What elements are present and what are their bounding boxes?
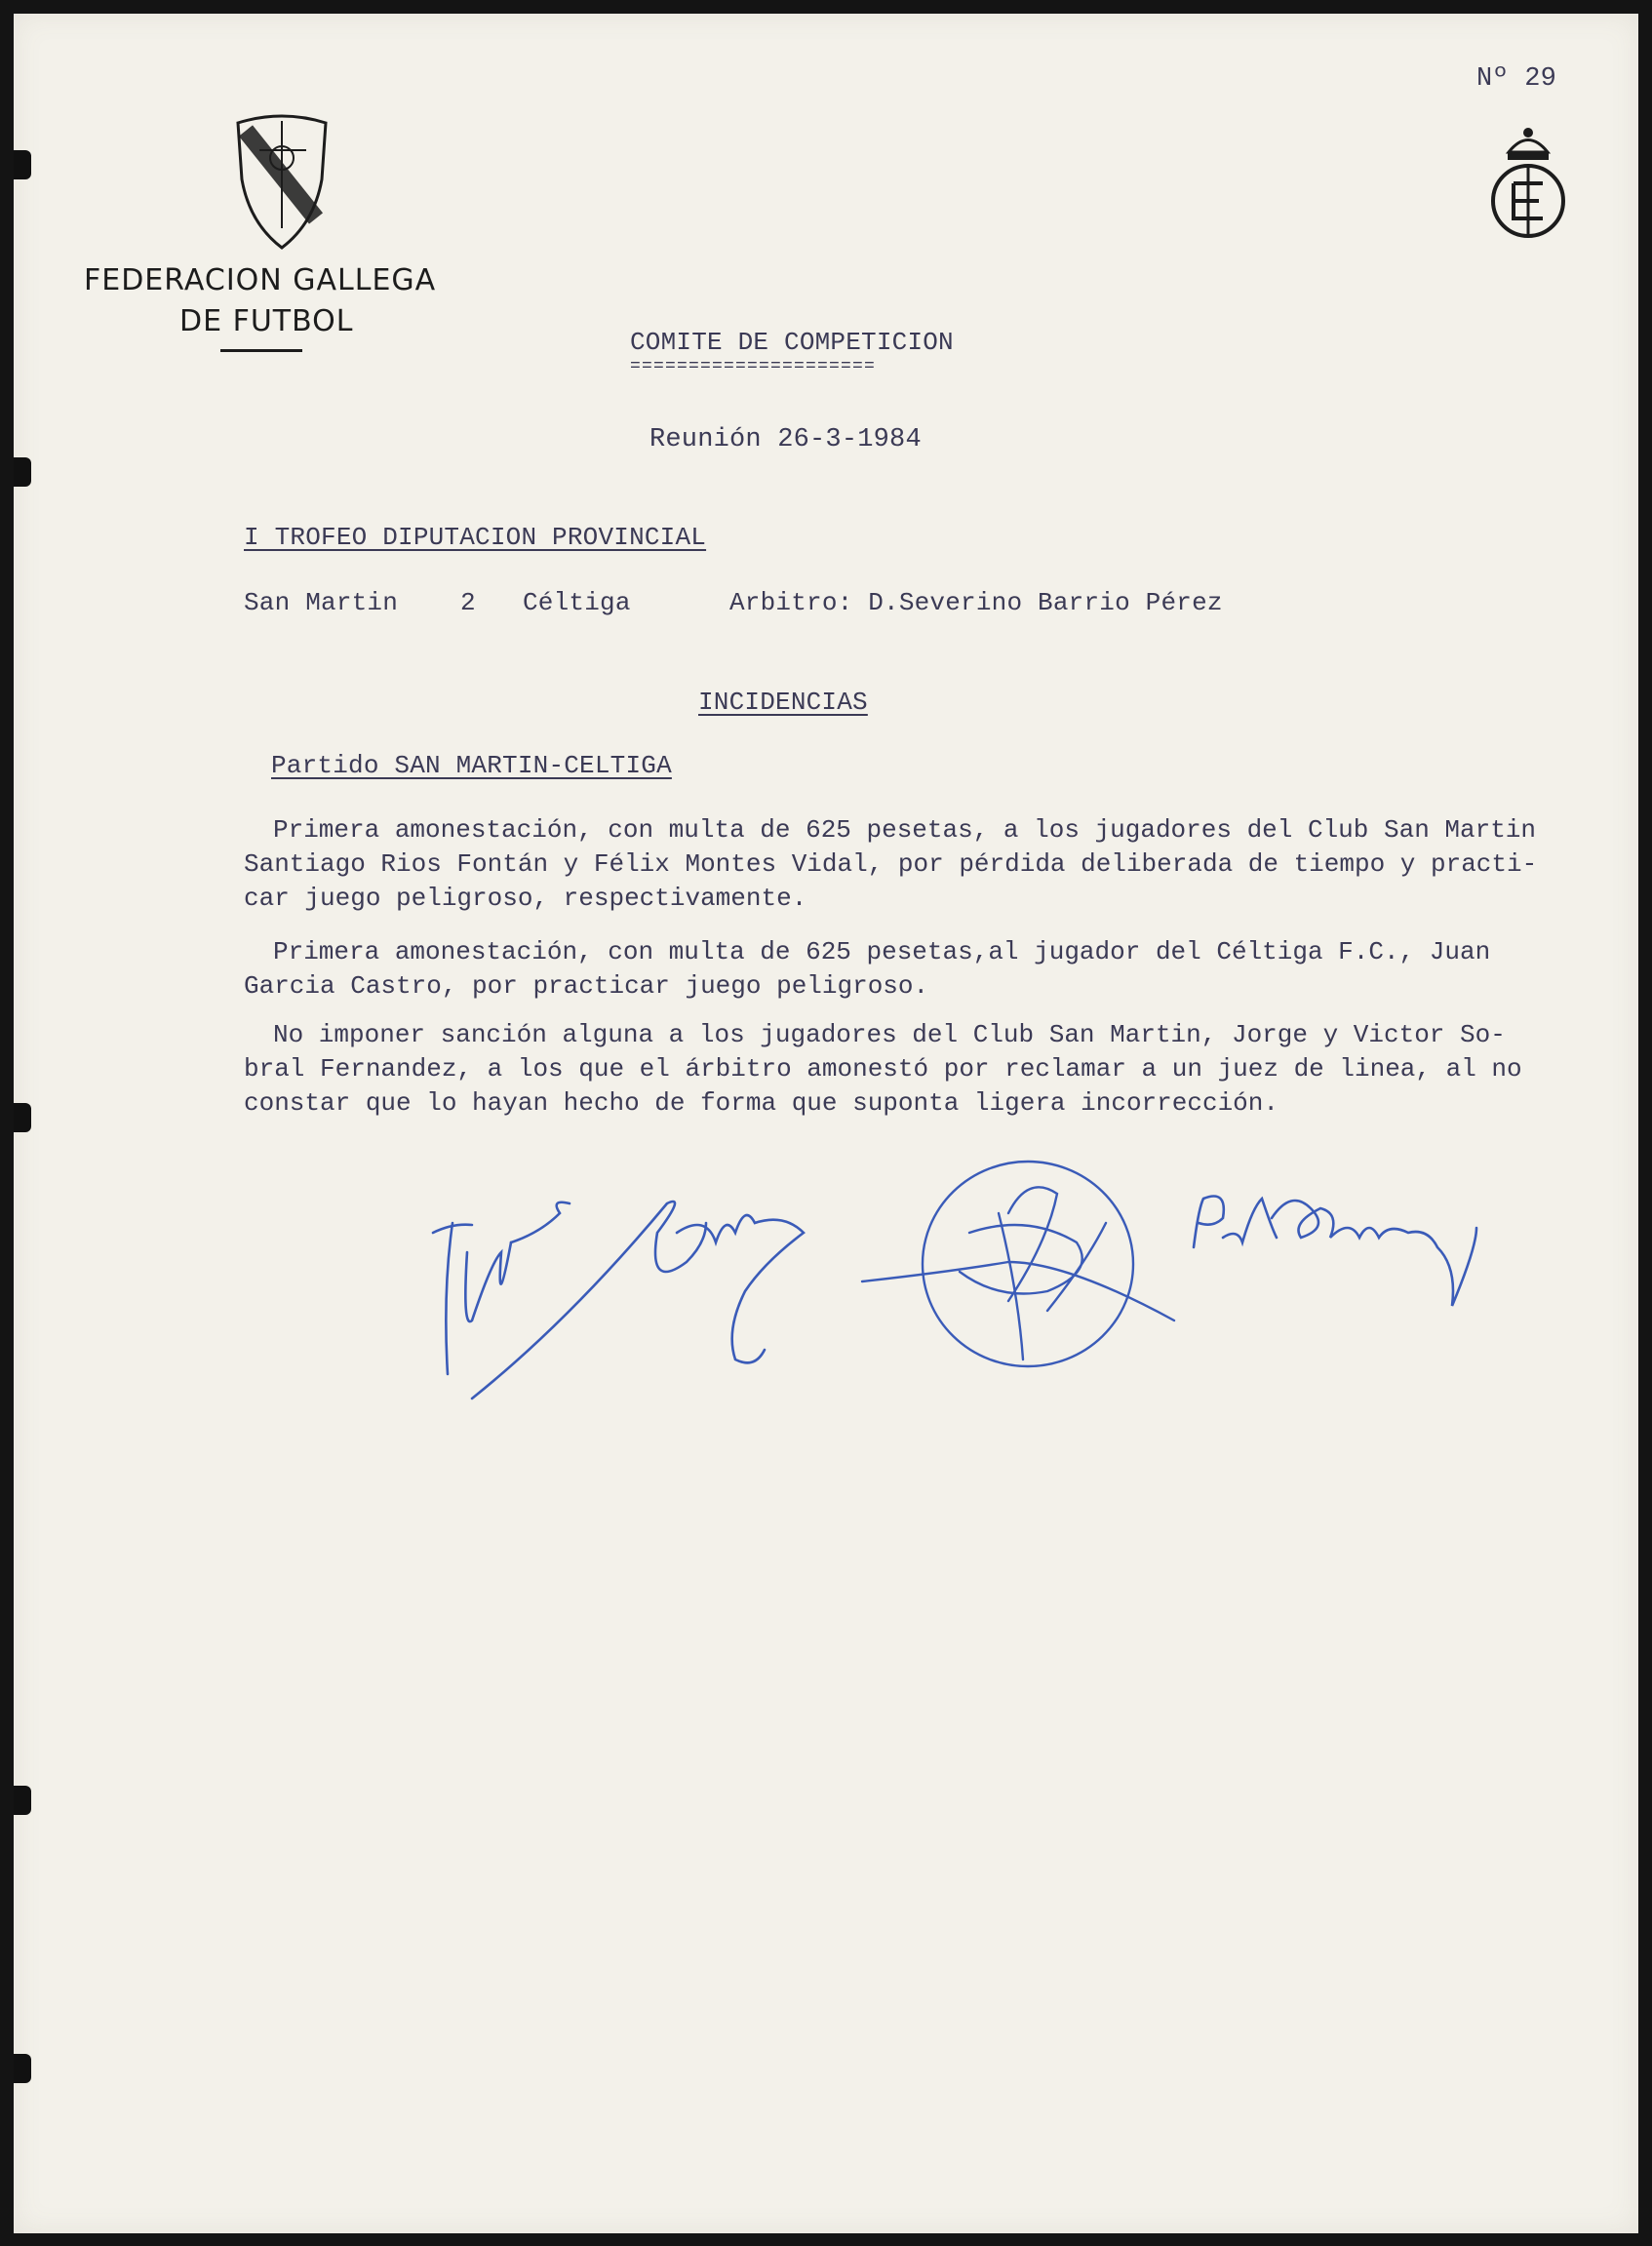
signature-3-image — [1184, 1169, 1496, 1325]
binding-tab — [14, 150, 31, 179]
paragraph-line: Santiago Rios Fontán y Félix Montes Vidal, por pérdida deliberada de tiempo y practi- — [244, 849, 1538, 879]
paragraph-line: Garcia Castro, por practicar juego peligroso. — [244, 971, 929, 1001]
crown-emblem-icon — [1484, 123, 1572, 245]
match-referee: Arbitro: D.Severino Barrio Pérez — [729, 588, 1223, 617]
incidents-heading: INCIDENCIAS — [698, 688, 868, 717]
match-away: Céltiga — [523, 588, 631, 617]
signature-2-stamp-image — [852, 1155, 1203, 1379]
paragraph-line: constar que lo hayan hecho de forma que suponta ligera incorrección. — [244, 1088, 1278, 1118]
paragraph-3 — [244, 1018, 1619, 1121]
paragraph-line: No imponer sanción alguna a los jugadores del Club San Martin, Jorge y Victor So- — [273, 1020, 1506, 1049]
paragraph-line: car juego peligroso, respectivamente. — [244, 884, 807, 913]
paragraph-line: bral Fernandez, a los que el árbitro amonestó por reclamar a un juez de linea, al no — [244, 1054, 1522, 1084]
federation-shield-icon — [228, 111, 335, 253]
match-home: San Martin — [244, 588, 399, 617]
paragraph-1 — [244, 813, 1619, 916]
committee-title: COMITE DE COMPETICION — [630, 328, 954, 357]
document-sheet — [14, 14, 1638, 2233]
letterhead-line-1: FEDERACION GALLEGA — [84, 263, 437, 297]
competition-title: I TROFEO DIPUTACION PROVINCIAL — [244, 523, 707, 552]
binding-tab — [14, 2054, 31, 2083]
signature-1-image — [413, 1174, 823, 1428]
match-heading: Partido SAN MARTIN-CELTIGA — [271, 751, 672, 780]
binding-tab — [14, 1103, 31, 1132]
meeting-date: Reunión 26-3-1984 — [649, 425, 922, 454]
paragraph-line: Primera amonestación, con multa de 625 pesetas, a los jugadores del Club San Martin — [273, 815, 1537, 845]
paragraph-2 — [244, 935, 1619, 1004]
letterhead-rule — [220, 349, 302, 352]
binding-tab — [14, 457, 31, 487]
document-number: Nº 29 — [1476, 64, 1557, 94]
committee-title-rule: ===================== — [630, 357, 877, 376]
paragraph-line: Primera amonestación, con multa de 625 pesetas,al jugador del Céltiga F.C., Juan — [273, 937, 1491, 966]
binding-tab — [14, 1786, 31, 1815]
letterhead-line-2: DE FUTBOL — [179, 304, 354, 338]
match-score: 2 — [460, 588, 476, 617]
